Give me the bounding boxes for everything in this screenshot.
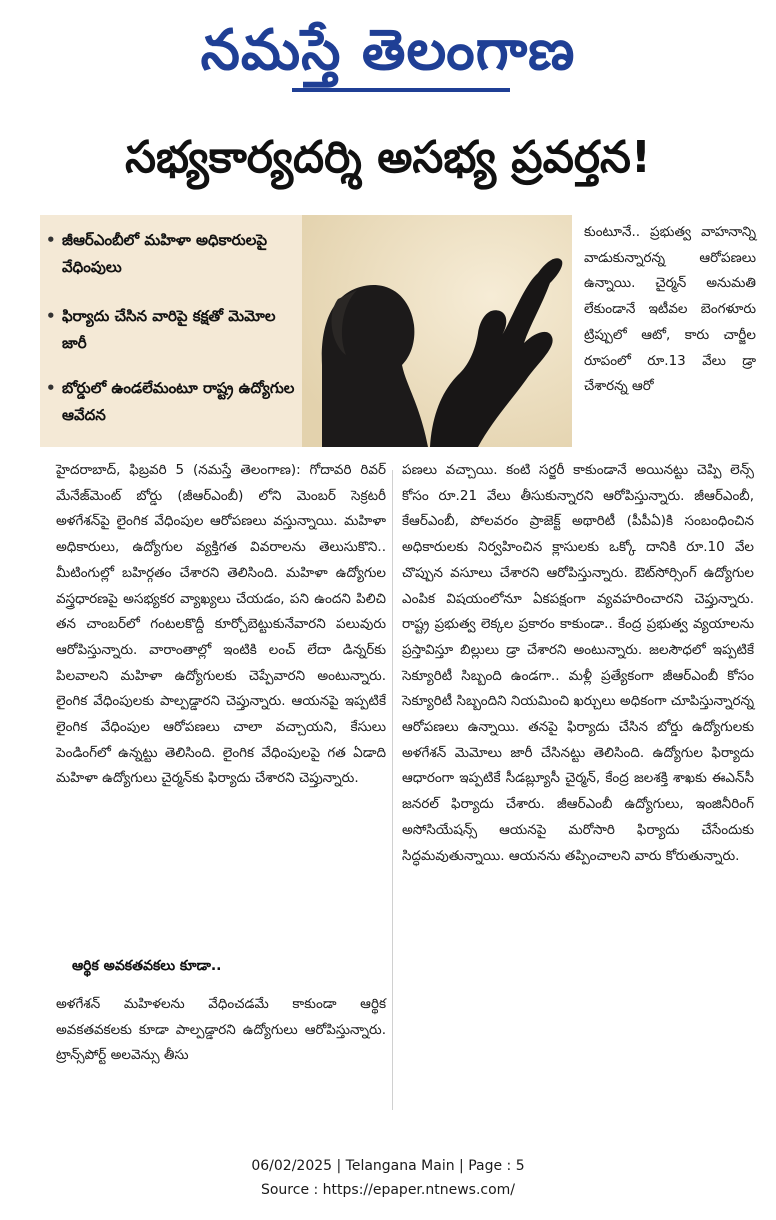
footer-edition-info: 06/02/2025 | Telangana Main | Page : 5 xyxy=(251,1158,525,1174)
footer-source-link[interactable]: Source : https://epaper.ntnews.com/ xyxy=(260,1182,516,1198)
masthead-title: నమస్తే తెలంగాణ xyxy=(200,18,576,83)
column-divider xyxy=(392,470,393,1110)
bullet-icon: • xyxy=(46,379,56,397)
article-text-left: హైదరాబాద్, ఫిబ్రవరి 5 (నమస్తే తెలంగాణ): గోదావరి రివర్ మేనేజ్‌మెంట్ బోర్డు (జీఆర్‌ఎంబీ) లోని మెంబర్ సెక్రటరీ అళగేశన్‌పై లైంగిక వేధింపుల ఆరోపణలు వస్తున్నాయి. మహిళా అధికారులు, ఉద్యోగుల వ్యక్తిగత వివరాలను తెలుసుకొని.. మీటింగుల్లో బహిర్గతం చేశారని తెలిసింది. మహిళా ఉద్యోగుల వస్త్రధారణపై అసభ్యకర వ్యాఖ్యలు చేయడం, పని ఉందని పిలిచి తన చాంబర్‌లో గంటలకొద్దీ కూర్చోబెట్టుకునేవారని పలువురు ఆరోపిస్తున్నారు. వారాంతాల్లో ఇంటికి లంచ్ లేదా డిన్నర్‌కు పిలవాలని మహిళా ఉద్యోగులకు చెప్పేవారని అంటున్నారు. లైంగిక వేధింపులకు పాల్పడ్డారని చెప్తున్నారు. ఆయనపై ఇప్పటికే లైంగిక వేధింపుల ఆరోపణలు చాలా వచ్చాయని, కేసులు పెండింగ్‌లో ఉన్నట్టు తెలిసింది. లైంగిక వేధింపులపై గత ఏడాది మహిళా ఉద్యోగులు చైర్మన్‌కు ఫిర్యాదు చేశారని చెప్తున్నారు. xyxy=(56,462,386,787)
highlight-text: బోర్డులో ఉండలేమంటూ రాష్ట్ర ఉద్యోగుల ఆవేదన xyxy=(62,379,295,424)
highlight-text: జీఆర్‌ఎంబీలో మహిళా అధికారులపై వేధింపులు xyxy=(62,231,268,276)
article-text-right: పణలు వచ్చాయి. కంటి సర్జరీ కాకుండానే అయినట్టు చెప్పి లెన్స్ కోసం రూ.21 వేలు తీసుకున్నారని ఆరోపిస్తున్నారు. జీఆర్‌ఎంబీ, కేఆర్‌ఎంబీ, పోలవరం ప్రాజెక్ట్ అథారిటీ (పీపీఏ)కి సంబంధించిన అధికారులకు నిర్వహించిన క్లాసులకు ఒక్కో దానికి రూ.10 వేల చొప్పున వసూలు చేశారని ఆరోపిస్తున్నారు. ఔట్‌సోర్సింగ్ ఉద్యోగుల ఎంపిక విషయంలోనూ ఏకపక్షంగా వ్యవహరించారని చెప్తున్నారు. రాష్ట్ర ప్రభుత్వ లెక్కల ప్రకారం కాకుండా.. కేంద్ర ప్రభుత్వ వ్యయాలను ప్రస్తావిస్తూ బిల్లులు డ్రా చేశారని అంటున్నారు. జలసౌధలో ఇప్పటికే సెక్యూరిటీ సిబ్బంది ఉండగా.. మళ్లీ ప్రత్యేకంగా జీఆర్‌ఎంబీ కోసం సెక్యూరిటీ సిబ్బందిని నియమించి ఖర్చులు అధికంగా చూపిస్తున్నారన్న ఆరోపణలు ఉన్నాయి. తనపై ఫిర్యాదు చేసిన బోర్డు ఉద్యోగులకు అళగేశన్ మెమోలు జారీ చేసినట్టు తెలిసింది. ఉద్యోగుల ఫిర్యాదు ఆధారంగా ఇప్పటికే సీడబ్ల్యూసీ చైర్మన్, కేంద్ర జలశక్తి శాఖకు ఈఎన్‌సీ జనరల్ ఫిర్యాదు చేశారు. జీఆర్‌ఎంబీ ఉద్యోగులు, ఇంజినీరింగ్ అసోసియేషన్స్ ఆయనపై మరోసారి ఫిర్యాదు చేసేందుకు సిద్ధమవుతున్నాయి. ఆయనను తప్పించాలని వారు కోరుతున్నారు. xyxy=(402,462,754,864)
article-text-right-top: కుంటూనే.. ప్రభుత్వ వాహనాన్ని వాడుకున్నారన్న ఆరోపణలు ఉన్నాయి. చైర్మన్ అనుమతి లేకుండానే ఇటీవల బెంగళూరు ట్రిప్పులో ఆటో, కారు చార్జీల రూపంలో రూ.13 వేలు డ్రా చేశారన్న ఆరో xyxy=(584,224,756,395)
highlight-item xyxy=(46,227,298,281)
silhouette-illustration xyxy=(302,215,572,447)
masthead-logo xyxy=(0,16,776,86)
highlight-text: ఫిర్యాదు చేసిన వారిపై కక్షతో మెమోల జారీ xyxy=(62,307,276,352)
highlights-box xyxy=(40,215,302,447)
masthead-underline xyxy=(292,88,510,92)
article-headline: సభ్యకార్యదర్శి అసభ్య ప్రవర్తన! xyxy=(125,132,651,183)
article-text-left-continued: అళగేశన్ మహిళలను వేధించడమే కాకుండా ఆర్థిక అవకతవకలకు కూడా పాల్పడ్డారని ఉద్యోగులు ఆరోపిస్తున్నారు. ట్రాన్స్‌పోర్ట్ అలవెన్సు తీసు xyxy=(56,996,386,1064)
article-subheading: ఆర్థిక అవకతవకలు కూడా.. xyxy=(72,958,222,974)
article-photo xyxy=(302,215,572,447)
bullet-icon: • xyxy=(46,307,56,325)
highlight-item xyxy=(46,303,298,357)
highlight-item xyxy=(46,375,298,429)
bullet-icon: • xyxy=(46,231,56,249)
